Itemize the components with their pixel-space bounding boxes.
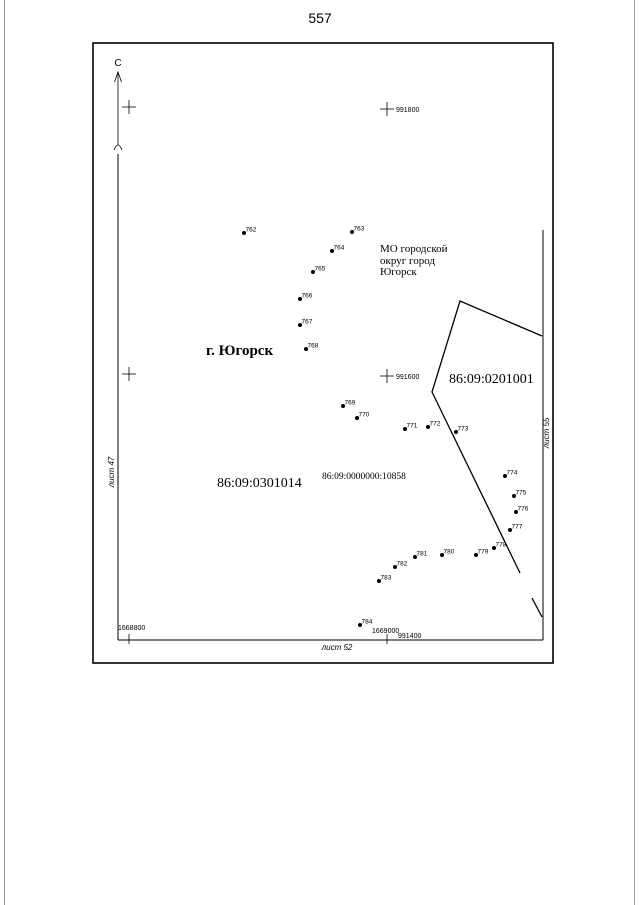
survey-point-label-778: 778 (495, 541, 507, 549)
survey-point-label-773: 773 (457, 425, 469, 433)
parcel-boundary-line (429, 301, 542, 573)
survey-point-label-770: 770 (358, 411, 370, 419)
municipality-label-line2: округ город (380, 255, 435, 267)
parcel-label-left: 86:09:0301014 (217, 476, 302, 491)
grid-label-top-y: 991800 (396, 107, 420, 114)
page-number: 557 (308, 10, 332, 26)
sheet-label-right: лист 55 (542, 417, 551, 449)
grid-label-bottom-y: 991400 (398, 633, 422, 640)
survey-point-label-775: 775 (515, 489, 527, 497)
survey-point-label-779: 779 (477, 548, 489, 556)
survey-points-layer (242, 226, 529, 628)
grid-label-mid-y: 991600 (396, 374, 420, 381)
sheet-label-bottom: лист 52 (321, 643, 353, 652)
municipality-label-line1: МО городской (380, 243, 448, 255)
survey-point-label-765: 765 (314, 265, 326, 273)
grid-label-bottom-x: 1669000 (372, 628, 400, 635)
survey-point-label-784: 784 (361, 618, 373, 626)
municipality-label-line3: Югорск (380, 266, 417, 278)
survey-point-label-782: 782 (396, 560, 408, 568)
survey-point-label-767: 767 (301, 318, 313, 326)
survey-point-label-763: 763 (353, 225, 365, 233)
parcel-boundary-segment (532, 598, 542, 617)
survey-point-label-781: 781 (416, 550, 428, 558)
survey-point-label-777: 777 (511, 523, 523, 531)
sheet-label-left: лист 47 (107, 456, 116, 488)
parcel-label-middle: 86:09:0000000:10858 (322, 472, 406, 482)
parcel-label-right: 86:09:0201001 (449, 372, 534, 387)
survey-point-label-769: 769 (344, 399, 356, 407)
survey-point-label-783: 783 (380, 574, 392, 582)
survey-point-label-774: 774 (506, 469, 518, 477)
survey-point-label-762: 762 (245, 226, 257, 234)
survey-point-label-771: 771 (406, 422, 418, 430)
survey-point-label-772: 772 (429, 420, 441, 428)
survey-point-label-768: 768 (307, 342, 319, 350)
north-label: С (114, 58, 122, 69)
survey-point-label-764: 764 (333, 244, 345, 252)
map-outer-frame (93, 43, 553, 663)
survey-point-label-766: 766 (301, 292, 313, 300)
north-arrow-icon (114, 72, 122, 150)
survey-point-label-780: 780 (443, 548, 455, 556)
grid-label-left-x: 1668800 (118, 625, 146, 632)
grid-crosses (122, 100, 394, 644)
town-label: г. Югорск (206, 343, 274, 359)
survey-point-label-776: 776 (517, 505, 529, 513)
